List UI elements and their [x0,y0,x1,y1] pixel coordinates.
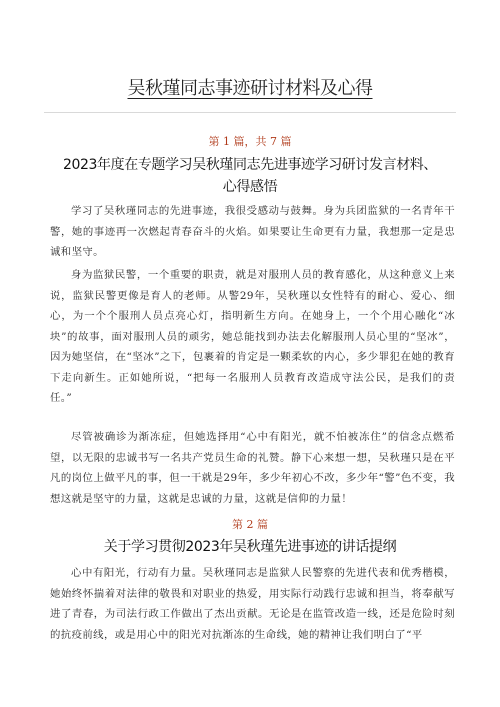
section-1-paragraph-3: 尽管被确诊为渐冻症，但她选择用“心中有阳光，就不怕被冻住”的信念点燃希望，以无限的忠诚书写一名共产党员生命的礼赞。静下心来想一想，吴秋瑾只是在平凡的岗位上做平凡的事，但一干就是29年，多少年初心不改，多少年“警”色不变，我想这就是坚守的力量，这就是忠诚的力量，这就是信仰的力量！ [50,431,455,505]
section-2-paragraph-1: 心中有阳光，行动有力量。吴秋瑾同志是监狱人民警察的先进代表和优秀楷模，她始终怀揣着对法律的敬畏和对职业的热爱，用实际行动践行忠诚和担当，将奉献写进了青春，为司法行政工作做出了杰出贡献。无论是在监管改造一线，还是危险时刻的抗疫前线，或是用心中的阳光对抗渐冻的生命线，她的精神让我们明白了“平 [50,567,455,641]
section-1-title-line-1: 2023年度在专题学习吴秋瑾同志先进事迹学习研讨发言材料、 [62,157,438,173]
section-1-title-line-2: 心得感悟 [222,179,278,195]
section-1-paragraph-2: 身为监狱民警，一个重要的职责，就是对服刑人员的教育感化，从这种意义上来说，监狱民警更像是育人的老师。从警29年，吴秋瑾以女性特有的耐心、爱心、细心，为一个个服刑人员点亮心灯，指明新生方向。在她身上，一个个用心融化“冰块”的故事，面对服刑人员的顽劣，她总能找到办法去化解服刑人员心里的“坚冰”，因为她坚信，在“坚冰”之下，包裹着的肯定是一颗柔软的内心，多少罪犯在她的教育下走向新生。正如她所说，“把每一名服刑人员教育改造成守法公民，是我们的责任。” [50,269,455,404]
section-2-label: 第 2 篇 [232,518,268,531]
section-1-label: 第 1 篇，共 7 篇 [208,135,292,148]
section-1-paragraph-1: 学习了吴秋瑾同志的先进事迹，我很受感动与鼓舞。身为兵团监狱的一名青年干警，她的事迹再一次燃起青春奋斗的火焰。如果要让生命更有力量，我想那一定是忠诚和坚守。 [50,205,455,258]
section-2-title: 关于学习贯彻2023年吴秋瑾先进事迹的讲话提纲 [103,539,397,555]
document-title: 吴秋瑾同志事迹研讨材料及心得 [127,78,373,99]
section-1-title [40,154,460,198]
title-divider [44,112,456,113]
